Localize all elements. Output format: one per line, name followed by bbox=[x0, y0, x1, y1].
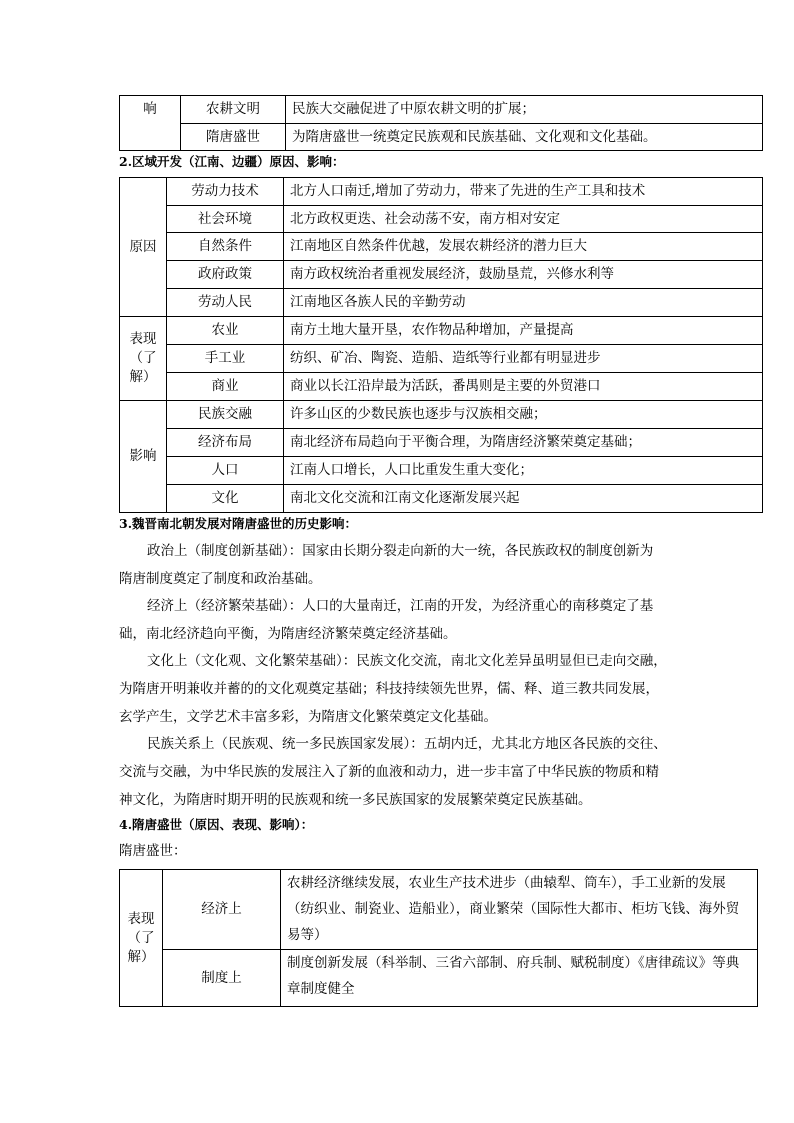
row-sub-cell: 人口 bbox=[167, 457, 284, 485]
row-sub-cell: 经济布局 bbox=[167, 429, 284, 457]
row-sub-cell: 自然条件 bbox=[167, 233, 284, 261]
group-label-line: 解） bbox=[129, 369, 157, 385]
paragraph-line: 玄学产生，文学艺术丰富多彩，为隋唐文化繁荣奠定文化基础。 bbox=[119, 709, 497, 725]
table1-header-cell: 响 bbox=[120, 96, 181, 151]
group-label-line: 表现 bbox=[129, 331, 157, 347]
paragraph-line: 民族关系上（民族观、统一多民族国家发展）：五胡内迁，尤其北方地区各民族的交往、 bbox=[147, 736, 667, 752]
group-label-line: （了 bbox=[129, 350, 157, 366]
row-text-cell bbox=[281, 870, 758, 950]
paragraph-line: 神文化，为隋唐时期开明的民族观和统一多民族国家的发展繁荣奠定民族基础。 bbox=[119, 792, 592, 808]
cell-line: 农耕经济继续发展，农业生产技术进步（曲辕犁、筒车），手工业新的发展 bbox=[287, 875, 726, 891]
row-sub-cell: 手工业 bbox=[167, 345, 284, 373]
group-label-line: 表现 bbox=[127, 910, 155, 927]
group-label-line: 原因 bbox=[129, 238, 157, 255]
row-sub-cell: 文化 bbox=[167, 485, 284, 513]
group-label-performance bbox=[120, 317, 167, 401]
paragraph-line: 隋唐制度奠定了制度和政治基础。 bbox=[119, 571, 322, 587]
row-text-cell: 许多山区的少数民族也逐步与汉族相交融； bbox=[284, 401, 763, 429]
group-label-line: 解） bbox=[127, 948, 155, 965]
paragraph-line: 经济上（经济繁荣基础）：人口的大量南迁，江南的开发，为经济重心的南移奠定了基 bbox=[147, 598, 654, 614]
paragraph-line: 文化上（文化观、文化繁荣基础）：民族文化交流，南北文化差异虽明显但已走向交融， bbox=[147, 653, 667, 669]
paragraph-economy bbox=[119, 592, 689, 648]
table1-text-cell: 民族大交融促进了中原农耕文明的扩展； bbox=[286, 96, 763, 124]
cell-line: （纺织业、制瓷业、造船业），商业繁荣（国际性大都市、柜坊飞钱、海外贸 bbox=[287, 901, 740, 917]
row-text-cell: 南方土地大量开垦，农作物品种增加，产量提高 bbox=[284, 317, 763, 345]
row-sub-cell: 政府政策 bbox=[167, 261, 284, 289]
row-sub-cell: 经济上 bbox=[163, 870, 281, 950]
paragraph-line: 为隋唐开明兼收并蓄的的文化观奠定基础；科技持续领先世界，儒、释、道三教共同发展， bbox=[119, 681, 659, 697]
row-text-cell: 南北文化交流和江南文化逐渐发展兴起 bbox=[284, 485, 763, 513]
row-text-cell: 南北经济布局趋向于平衡合理，为隋唐经济繁荣奠定基础； bbox=[284, 429, 763, 457]
section-heading-4: 4.隋唐盛世（原因、表现、影响）： bbox=[119, 817, 314, 832]
table1-text-cell: 为隋唐盛世一统奠定民族观和民族基础、文化观和文化基础。 bbox=[286, 124, 763, 151]
group-label-impact bbox=[120, 401, 167, 513]
table1-sub-cell: 隋唐盛世 bbox=[181, 124, 286, 151]
paragraph-ethnic-relations bbox=[119, 730, 689, 814]
paragraph-line: 政治上（制度创新基础）：国家由长期分裂走向新的大一统，各民族政权的制度创新为 bbox=[147, 543, 654, 559]
regional-development-table bbox=[119, 177, 763, 513]
row-text-cell: 北方政权更迭、社会动荡不安，南方相对安定 bbox=[284, 206, 763, 233]
group-label-line: 影响 bbox=[129, 448, 157, 464]
group-label-line: （了 bbox=[127, 929, 155, 946]
paragraph-politics bbox=[119, 537, 689, 593]
row-text-cell: 江南地区各族人民的辛勤劳动 bbox=[284, 289, 763, 317]
row-sub-cell: 民族交融 bbox=[167, 401, 284, 429]
row-text-cell: 江南地区自然条件优越，发展农耕经济的潜力巨大 bbox=[284, 233, 763, 261]
section-heading-2: 2.区域开发（江南、边疆）原因、影响： bbox=[119, 154, 345, 169]
continuation-table bbox=[119, 95, 763, 151]
cell-line: 章制度健全 bbox=[287, 981, 355, 997]
cell-line: 制度创新发展（科举制、三省六部制、府兵制、赋税制度）《唐律疏议》等典 bbox=[287, 955, 740, 971]
table1-sub-cell: 农耕文明 bbox=[181, 96, 286, 124]
sui-tang-table bbox=[119, 869, 758, 1007]
paragraph-line: 础，南北经济趋向平衡，为隋唐经济繁荣奠定经济基础。 bbox=[119, 626, 457, 642]
row-sub-cell: 社会环境 bbox=[167, 206, 284, 233]
cell-line: 易等） bbox=[287, 927, 328, 943]
row-sub-cell: 农业 bbox=[167, 317, 284, 345]
row-text-cell: 商业以长江沿岸最为活跃，番禺则是主要的外贸港口 bbox=[284, 373, 763, 401]
row-text-cell: 北方人口南迁,增加了劳动力，带来了先进的生产工具和技术 bbox=[284, 178, 763, 206]
sub-title: 隋唐盛世： bbox=[119, 843, 187, 859]
row-text-cell: 纺织、矿冶、陶瓷、造船、造纸等行业都有明显进步 bbox=[284, 345, 763, 373]
row-sub-cell: 商业 bbox=[167, 373, 284, 401]
section-heading-3: 3.魏晋南北朝发展对隋唐盛世的历史影响： bbox=[119, 516, 358, 531]
row-sub-cell: 劳动人民 bbox=[167, 289, 284, 317]
row-sub-cell: 制度上 bbox=[163, 950, 281, 1007]
row-sub-cell: 劳动力技术 bbox=[167, 178, 284, 206]
paragraph-culture bbox=[119, 647, 689, 731]
row-text-cell bbox=[281, 950, 758, 1007]
row-text-cell: 江南人口增长，人口比重发生重大变化； bbox=[284, 457, 763, 485]
table3-group-label bbox=[120, 870, 163, 1007]
group-label-cause bbox=[120, 178, 167, 317]
row-text-cell: 南方政权统治者重视发展经济，鼓励垦荒，兴修水利等 bbox=[284, 261, 763, 289]
paragraph-line: 交流与交融，为中华民族的发展注入了新的血液和动力，进一步丰富了中华民族的物质和精 bbox=[119, 764, 659, 780]
